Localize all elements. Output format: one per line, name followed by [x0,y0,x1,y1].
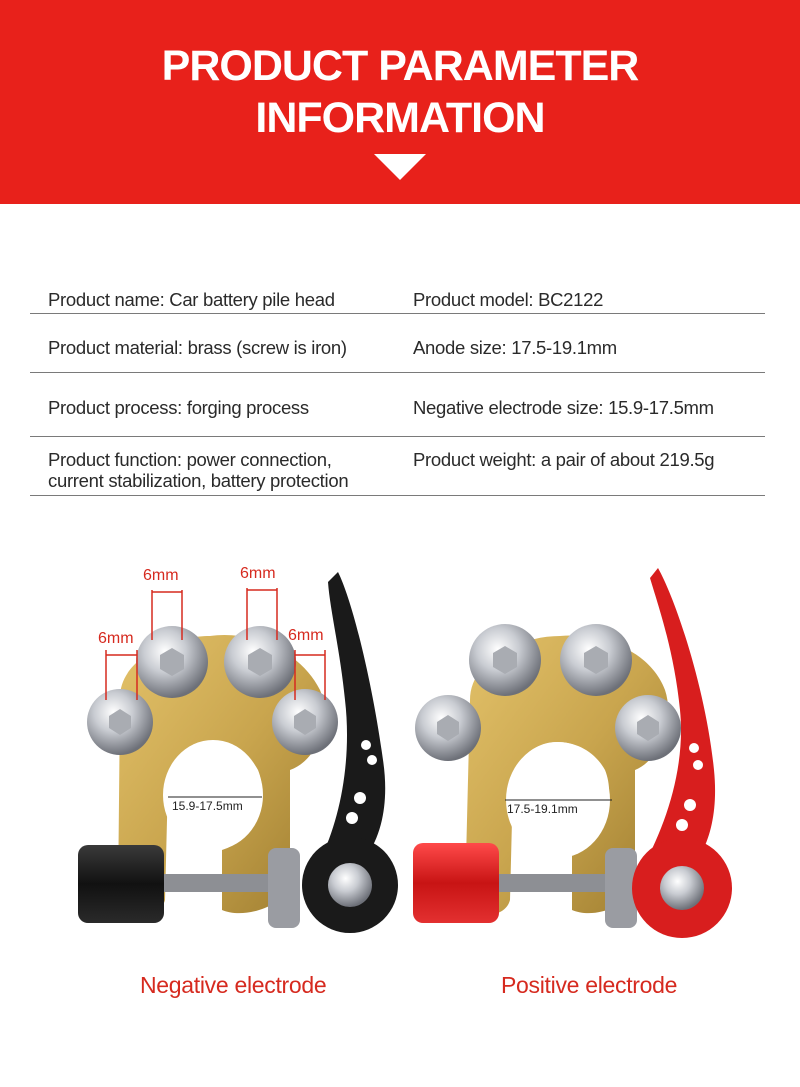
product-name: Product name: Car battery pile head [48,289,335,310]
banner-title [0,40,800,144]
product-function-line-2: current stabilization, battery protection [48,470,349,491]
lever-hole [693,760,703,770]
product-process: Product process: forging process [48,397,309,418]
lever-hole [684,799,696,811]
parameter-row [30,314,765,373]
lever-hole [361,740,371,750]
banner-title-line-1: PRODUCT PARAMETER [161,42,639,90]
header-banner [0,0,800,204]
lever-hole [689,743,699,753]
down-arrow-icon [374,154,426,180]
screw-gap-label: 6mm [240,565,276,582]
lever-hole [676,819,688,831]
negative-terminal [78,572,398,933]
screw-gap-label: 6mm [98,630,134,647]
product-function-line-1: Product function: power connection, [48,449,332,470]
cam-rivet [660,866,704,910]
anode-size: Anode size: 17.5-19.1mm [413,337,617,358]
positive-terminal [413,568,732,938]
positive-electrode-caption: Positive electrode [501,972,678,998]
product-model: Product model: BC2122 [413,289,604,310]
lever-hole [354,792,366,804]
negative-ring-hole [163,740,263,850]
banner-title-line-2: INFORMATION [255,94,545,142]
parameter-row [30,437,765,496]
lever-hole [346,812,358,824]
screw-gap-label: 6mm [143,567,179,584]
washer [268,848,300,928]
product-material: Product material: brass (screw is iron) [48,337,347,358]
negative-electrode-size: Negative electrode size: 15.9-17.5mm [413,397,714,418]
positive-ring-label: 17.5-19.1mm [507,802,578,816]
product-illustration [0,550,800,950]
cam-rivet [328,863,372,907]
parameter-table [30,278,765,496]
parameter-row [30,278,765,314]
lever-hole [367,755,377,765]
product-weight: Product weight: a pair of about 219.5g [413,449,715,470]
negative-electrode-caption: Negative electrode [140,972,327,998]
parameter-row [30,373,765,437]
product-function [48,449,408,491]
negative-knob [78,845,164,923]
positive-knob [413,843,499,923]
negative-ring-label: 15.9-17.5mm [172,799,243,813]
screw-gap-label: 6mm [288,627,324,644]
